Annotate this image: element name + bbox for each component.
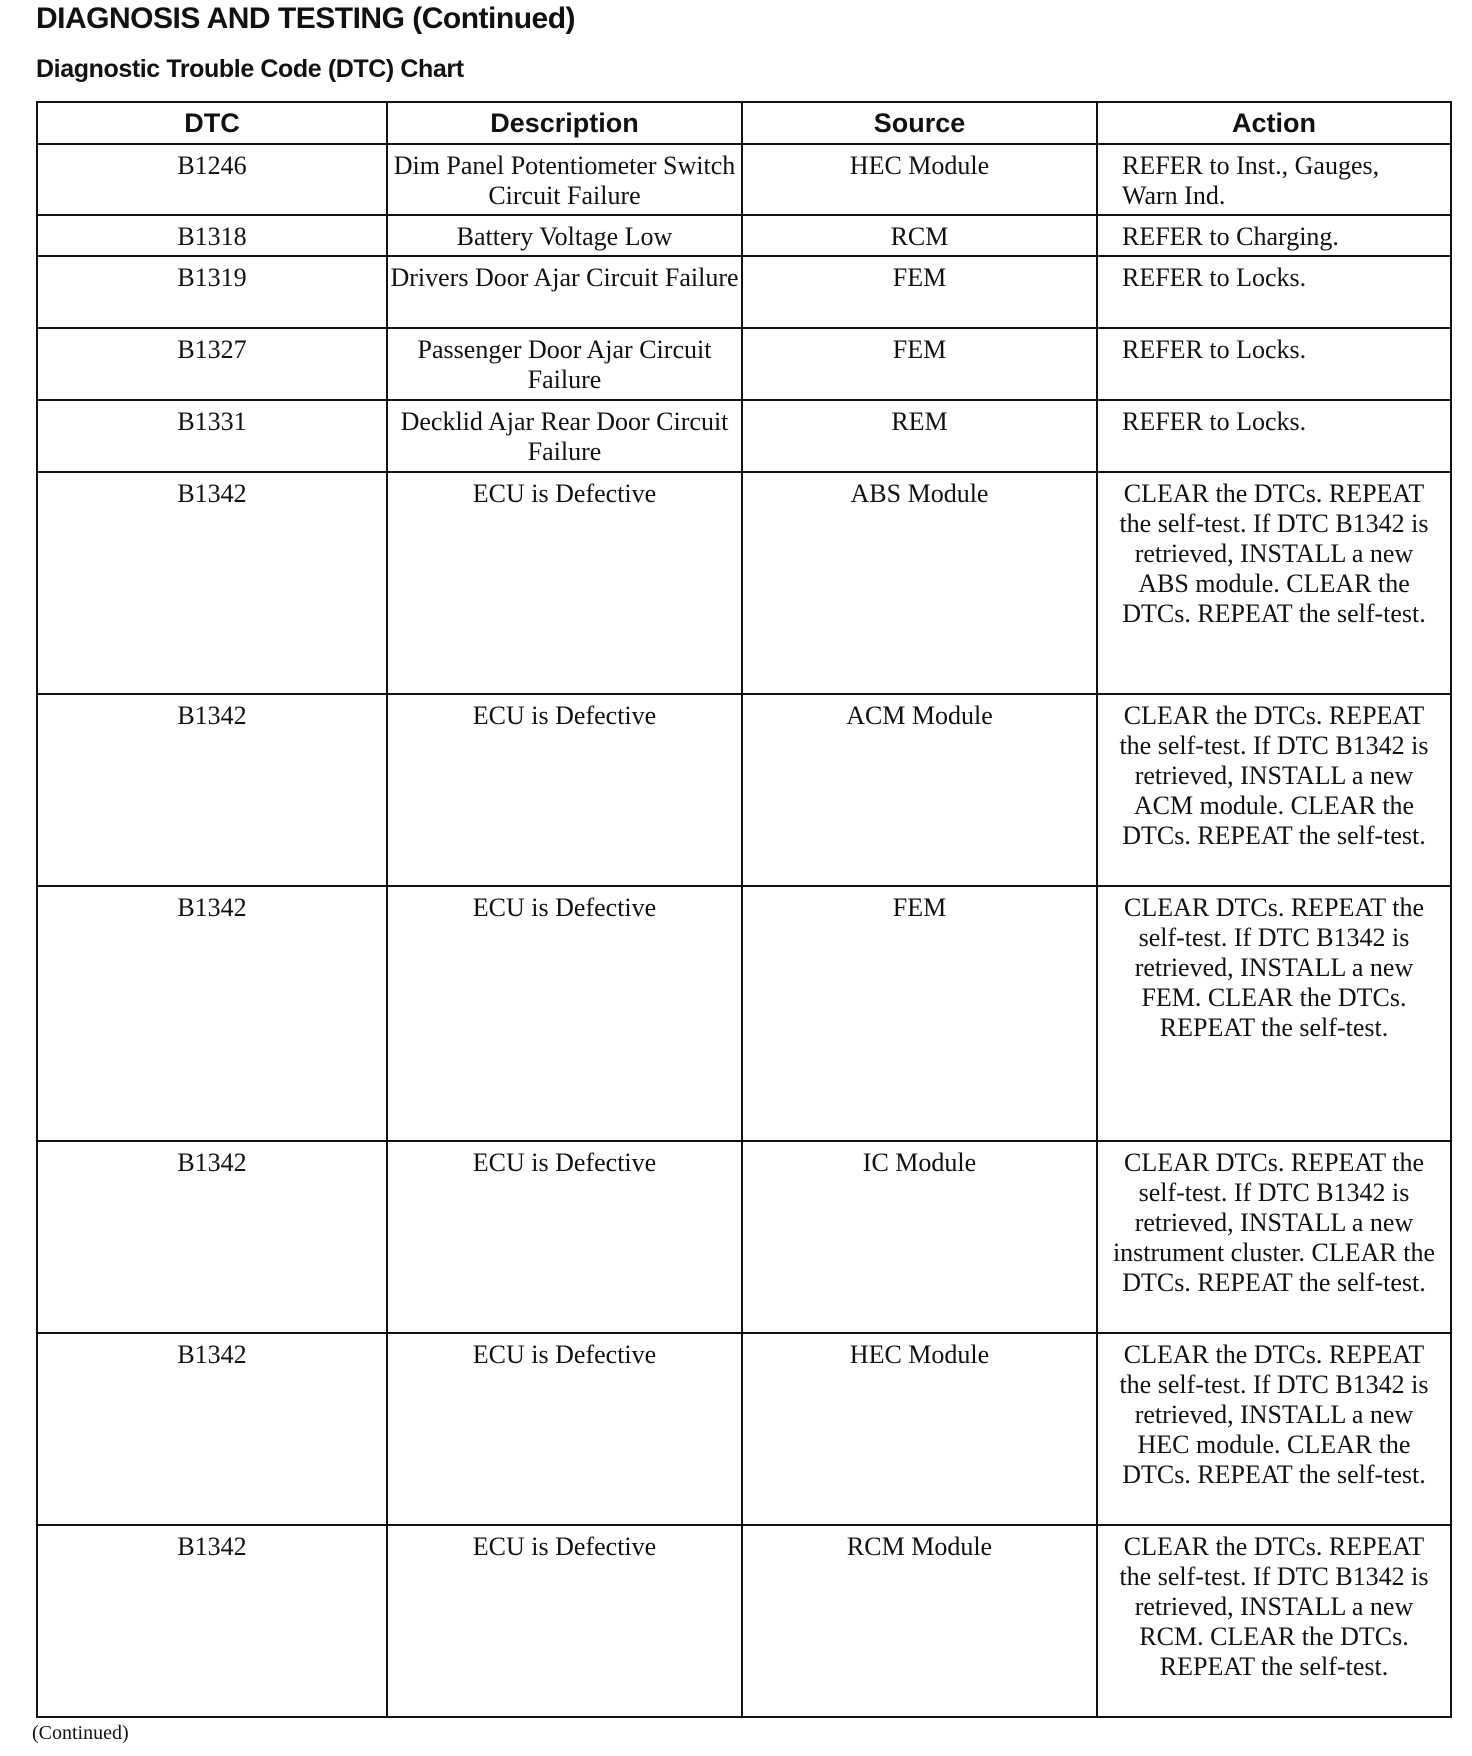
dtc-description: Dim Panel Potentiometer Switch Circuit Failure	[387, 144, 742, 215]
dtc-code: B1342	[37, 1141, 387, 1333]
dtc-description: ECU is Defective	[387, 472, 742, 694]
dtc-code: B1342	[37, 1333, 387, 1525]
table-row	[37, 328, 1451, 400]
dtc-description: ECU is Defective	[387, 694, 742, 886]
table-row	[37, 1141, 1451, 1333]
dtc-source: FEM	[742, 328, 1097, 400]
dtc-source: ABS Module	[742, 472, 1097, 694]
dtc-chart-table	[36, 101, 1452, 1718]
dtc-description: ECU is Defective	[387, 886, 742, 1141]
dtc-action: CLEAR the DTCs. REPEAT the self-test. If DTC B1342 is retrieved, INSTALL a new ABS module. CLEAR the DTCs. REPEAT the self-test.	[1097, 472, 1451, 694]
dtc-action: CLEAR the DTCs. REPEAT the self-test. If DTC B1342 is retrieved, INSTALL a new ACM module. CLEAR the DTCs. REPEAT the self-test.	[1097, 694, 1451, 886]
dtc-action: CLEAR the DTCs. REPEAT the self-test. If DTC B1342 is retrieved, INSTALL a new RCM. CLEAR the DTCs. REPEAT the self-test.	[1097, 1525, 1451, 1717]
dtc-source: REM	[742, 400, 1097, 472]
dtc-action: CLEAR the DTCs. REPEAT the self-test. If DTC B1342 is retrieved, INSTALL a new HEC module. CLEAR the DTCs. REPEAT the self-test.	[1097, 1333, 1451, 1525]
dtc-action: REFER to Locks.	[1097, 400, 1451, 472]
table-row	[37, 472, 1451, 694]
dtc-code: B1331	[37, 400, 387, 472]
dtc-description: Decklid Ajar Rear Door Circuit Failure	[387, 400, 742, 472]
dtc-source: IC Module	[742, 1141, 1097, 1333]
dtc-source: ACM Module	[742, 694, 1097, 886]
dtc-action: REFER to Locks.	[1097, 256, 1451, 328]
dtc-description: ECU is Defective	[387, 1525, 742, 1717]
dtc-code: B1342	[37, 886, 387, 1141]
dtc-code: B1319	[37, 256, 387, 328]
dtc-source: HEC Module	[742, 144, 1097, 215]
table-row	[37, 886, 1451, 1141]
column-header-dtc: DTC	[37, 102, 387, 144]
dtc-action: CLEAR DTCs. REPEAT the self-test. If DTC B1342 is retrieved, INSTALL a new FEM. CLEAR the DTCs. REPEAT the self-test.	[1097, 886, 1451, 1141]
dtc-source: HEC Module	[742, 1333, 1097, 1525]
table-row	[37, 256, 1451, 328]
dtc-action: REFER to Charging.	[1097, 215, 1451, 256]
chart-title: Diagnostic Trouble Code (DTC) Chart	[36, 55, 464, 83]
dtc-code: B1342	[37, 1525, 387, 1717]
column-header-action: Action	[1097, 102, 1451, 144]
dtc-description: ECU is Defective	[387, 1141, 742, 1333]
dtc-source: FEM	[742, 256, 1097, 328]
dtc-action: CLEAR DTCs. REPEAT the self-test. If DTC B1342 is retrieved, INSTALL a new instrument cluster. CLEAR the DTCs. REPEAT the self-test.	[1097, 1141, 1451, 1333]
table-header-row	[37, 102, 1451, 144]
dtc-code: B1246	[37, 144, 387, 215]
dtc-code: B1342	[37, 694, 387, 886]
dtc-source: RCM	[742, 215, 1097, 256]
table-row	[37, 215, 1451, 256]
dtc-code: B1327	[37, 328, 387, 400]
dtc-description: ECU is Defective	[387, 1333, 742, 1525]
dtc-code: B1318	[37, 215, 387, 256]
dtc-action: REFER to Inst., Gauges, Warn Ind.	[1097, 144, 1451, 215]
page-title: DIAGNOSIS AND TESTING (Continued)	[36, 2, 576, 35]
dtc-description: Battery Voltage Low	[387, 215, 742, 256]
dtc-action: REFER to Locks.	[1097, 328, 1451, 400]
table-row	[37, 144, 1451, 215]
dtc-source: RCM Module	[742, 1525, 1097, 1717]
table-row	[37, 694, 1451, 886]
column-header-source: Source	[742, 102, 1097, 144]
column-header-description: Description	[387, 102, 742, 144]
table-row	[37, 1333, 1451, 1525]
table-row	[37, 1525, 1451, 1717]
dtc-description: Passenger Door Ajar Circuit Failure	[387, 328, 742, 400]
dtc-source: FEM	[742, 886, 1097, 1141]
dtc-code: B1342	[37, 472, 387, 694]
dtc-description: Drivers Door Ajar Circuit Failure	[387, 256, 742, 328]
continued-note: (Continued)	[32, 1722, 129, 1744]
table-row	[37, 400, 1451, 472]
